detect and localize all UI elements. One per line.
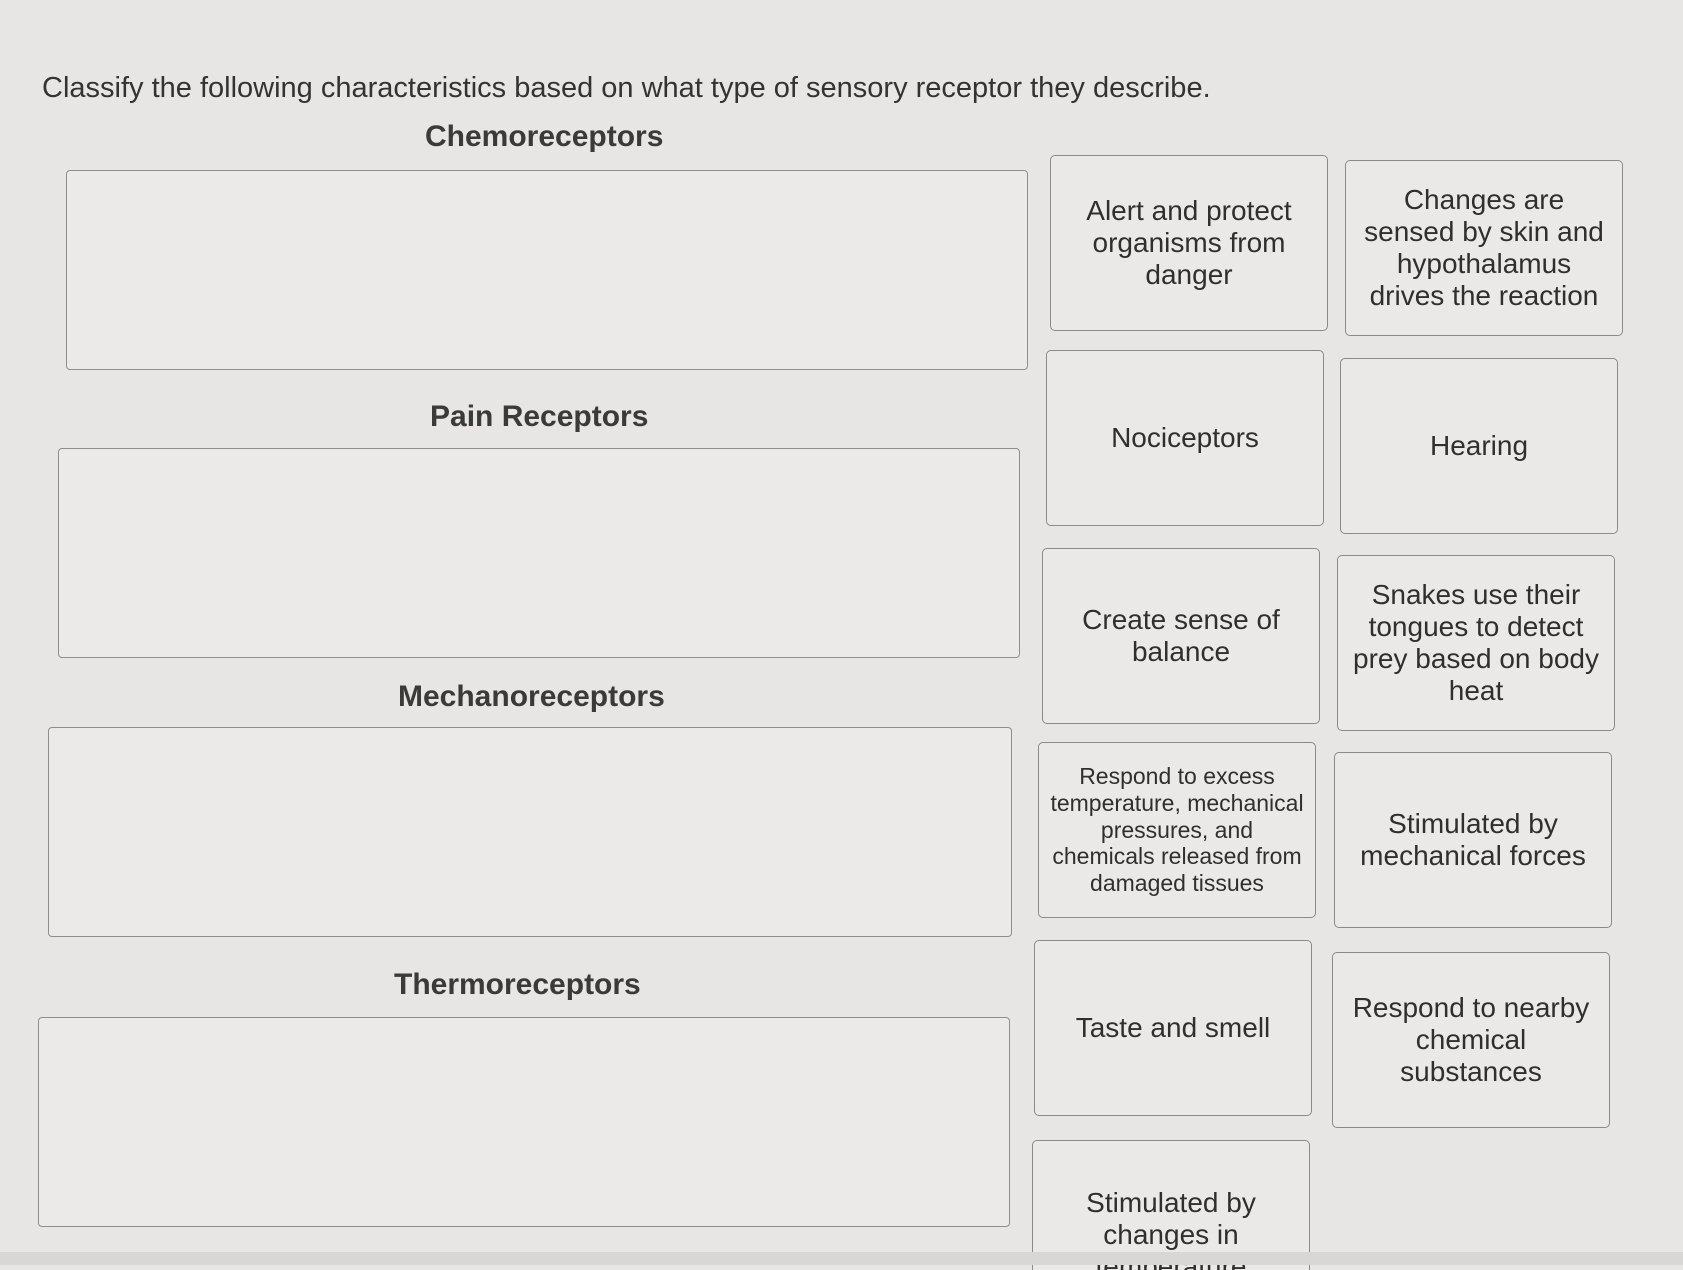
answer-tile[interactable] — [1337, 555, 1615, 731]
category-label-mechanoreceptors: Mechanoreceptors — [398, 680, 665, 713]
answer-tile[interactable] — [1032, 1140, 1310, 1270]
answer-tile[interactable] — [1334, 752, 1612, 928]
question-prompt: Classify the following characteristics based on what type of sensory receptor they describe. — [42, 72, 1211, 104]
answer-tile-text: Hearing — [1429, 429, 1529, 461]
category-label-thermoreceptors: Thermoreceptors — [394, 968, 641, 1001]
answer-tile[interactable] — [1332, 952, 1610, 1128]
answer-tile-text: Nociceptors — [1111, 421, 1259, 453]
answer-tile-text: Snakes use their tongues to detect prey based on body heat — [1353, 578, 1599, 707]
answer-tile-text: Alert and protect organisms from danger — [1086, 194, 1292, 291]
category-label-chemoreceptors: Chemoreceptors — [425, 120, 664, 153]
answer-tile-text: Changes are sensed by skin and hypothalamus drives the reaction — [1364, 183, 1604, 312]
answer-tile[interactable] — [1042, 548, 1320, 724]
answer-tile[interactable] — [1034, 940, 1312, 1116]
answer-tile[interactable] — [1345, 160, 1623, 336]
answer-tile-text: Stimulated by mechanical forces — [1360, 807, 1586, 871]
answer-tile-text: Taste and smell — [1075, 1011, 1271, 1043]
drop-zone-thermoreceptors[interactable] — [38, 1017, 1010, 1227]
answer-tile[interactable] — [1340, 358, 1618, 534]
answer-tile-text: Respond to excess temperature, mechanical pressures, and chemicals released from damaged tissues — [1050, 763, 1304, 896]
drop-zone-chemoreceptors[interactable] — [66, 170, 1028, 370]
answer-tile[interactable] — [1038, 742, 1316, 918]
category-label-pain-receptors: Pain Receptors — [430, 400, 649, 433]
answer-tile-text: Create sense of balance — [1082, 603, 1280, 667]
drop-zone-mechanoreceptors[interactable] — [48, 727, 1012, 937]
answer-tile[interactable] — [1050, 155, 1328, 331]
answer-tile-text: Stimulated by changes in — [1086, 1187, 1256, 1251]
drop-zone-pain-receptors[interactable] — [58, 448, 1020, 658]
answer-tile-text: Respond to nearby chemical substances — [1352, 991, 1590, 1088]
page-bottom-edge — [0, 1252, 1683, 1265]
answer-tile[interactable] — [1046, 350, 1324, 526]
